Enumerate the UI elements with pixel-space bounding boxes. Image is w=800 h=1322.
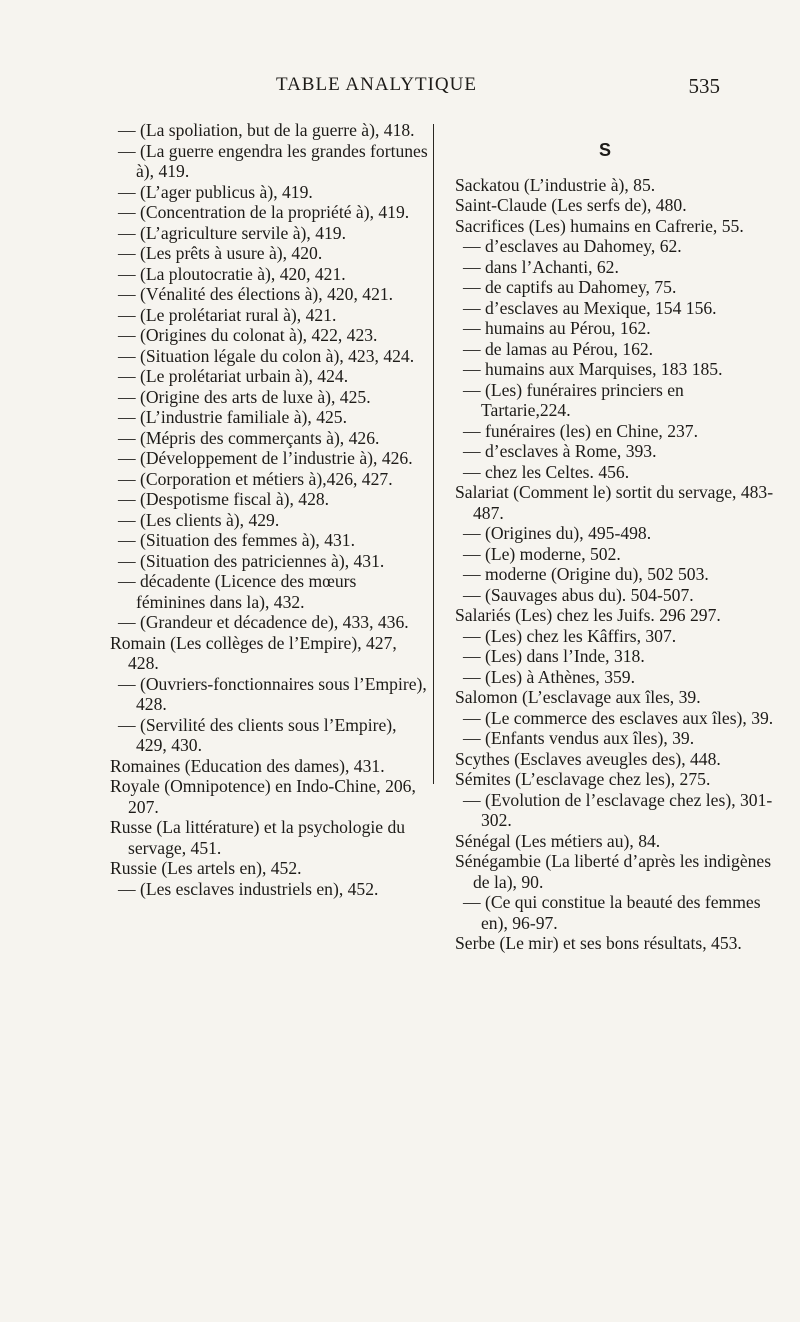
page-header	[96, 74, 720, 104]
index-entry: — (L’industrie familiale à), 425.	[118, 407, 347, 427]
index-entry: — (Les) dans l’Inde, 318.	[463, 646, 645, 666]
index-entry: — (Origines du), 495-498.	[463, 523, 652, 543]
index-entry: — (Grandeur et décadence de), 433, 436.	[118, 612, 409, 632]
index-entry: — humains au Pérou, 162.	[463, 318, 651, 338]
index-entry: Salariés (Les) chez les Juifs. 296 297.	[455, 605, 721, 625]
index-entry: — (La guerre engendra les grandes fortunes à), 419.	[118, 140, 428, 181]
index-entry: Russie (Les artels en), 452.	[110, 858, 302, 878]
index-entry: Salariat (Comment le) sortit du servage, 483-487.	[455, 482, 774, 523]
index-entry: — (Origines du colonat à), 422, 423.	[118, 325, 378, 345]
index-entry: — (Vénalité des élections à), 420, 421.	[118, 284, 394, 304]
index-entry: — (Situation des femmes à), 431.	[118, 530, 355, 550]
index-entry: — moderne (Origine du), 502 503.	[463, 564, 709, 584]
index-entry: — de captifs au Dahomey, 75.	[463, 277, 677, 297]
left-column	[110, 120, 430, 899]
index-entry: — (Sauvages abus du). 504-507.	[463, 584, 694, 605]
index-entry: — de lamas au Pérou, 162.	[463, 338, 654, 359]
index-entry: — d’esclaves au Dahomey, 62.	[463, 236, 682, 256]
index-entry: — (L’agriculture servile à), 419.	[118, 222, 346, 243]
index-entry: — dans l’Achanti, 62.	[463, 256, 619, 277]
index-entry: — (Ce qui constitue la beauté des femmes en), 96-97.	[463, 892, 761, 933]
column-divider	[433, 124, 434, 784]
index-entry: Royale (Omnipotence) en Indo-Chine, 206, 207.	[110, 776, 416, 817]
index-entry: — d’esclaves au Mexique, 154 156.	[463, 297, 717, 318]
index-entry: Scythes (Esclaves aveugles des), 448.	[455, 748, 721, 769]
index-entry: — (Le) moderne, 502.	[463, 543, 621, 564]
index-entry: — humains aux Marquises, 183 185.	[463, 359, 723, 379]
right-column	[455, 120, 775, 954]
index-entry: — funéraires (les) en Chine, 237.	[463, 420, 698, 441]
index-entry: — (Situation légale du colon à), 423, 424.	[118, 345, 415, 366]
index-entry: — (Le commerce des esclaves aux îles), 39.	[463, 707, 774, 728]
right-entries	[455, 175, 775, 954]
index-entry: Sémites (L’esclavage chez les), 275.	[455, 769, 711, 789]
index-entry: — (Le prolétariat rural à), 421.	[118, 304, 337, 325]
index-entry: — décadente (Licence des mœurs féminines dans la), 432.	[118, 571, 357, 612]
index-entry: — (La spoliation, but de la guerre à), 418.	[118, 120, 415, 140]
running-title: TABLE ANALYTIQUE	[276, 74, 477, 95]
index-entry: — (Evolution de l’esclavage chez les), 301-302.	[463, 789, 773, 830]
index-entry: — (Corporation et métiers à),426, 427.	[118, 468, 393, 489]
index-entry: — (Despotisme fiscal à), 428.	[118, 489, 330, 509]
page-number: 535	[688, 74, 720, 98]
index-entry: — d’esclaves à Rome, 393.	[463, 441, 657, 461]
index-entry: — (Ouvriers-fonctionnaires sous l’Empire), 428.	[118, 673, 427, 714]
index-entry: Salomon (L’esclavage aux îles, 39.	[455, 687, 701, 707]
index-entry: — chez les Celtes. 456.	[463, 461, 630, 482]
index-entry: — (La ploutocratie à), 420, 421.	[118, 263, 346, 284]
index-entry: Serbe (Le mir) et ses bons résultats, 453.	[455, 933, 742, 953]
index-entry: — (Les) chez les Kâffirs, 307.	[463, 625, 677, 646]
index-entry: — (Mépris des commerçants à), 426.	[118, 427, 380, 448]
index-entry: — (Développement de l’industrie à), 426.	[118, 448, 413, 468]
index-entry: Romain (Les collèges de l’Empire), 427, 428.	[110, 632, 397, 673]
index-entry: — (Enfants vendus aux îles), 39.	[463, 728, 695, 748]
index-entry: Saint-Claude (Les serfs de), 480.	[455, 195, 687, 215]
index-entry: Sénégambie (La liberté d’après les indigènes de la), 90.	[455, 851, 772, 892]
index-entry: — (Les prêts à usure à), 420.	[118, 243, 323, 263]
index-entry: Russe (La littérature) et la psychologie du servage, 451.	[110, 817, 406, 858]
index-entry: — (Origine des arts de luxe à), 425.	[118, 386, 371, 407]
section-letter: S	[598, 140, 611, 160]
index-entry: Sackatou (L’industrie à), 85.	[455, 174, 656, 195]
index-entry: Sénégal (Les métiers au), 84.	[455, 830, 661, 851]
index-entry: — (Les clients à), 429.	[118, 509, 280, 530]
index-entry: — (Les esclaves industriels en), 452.	[118, 878, 379, 899]
index-entry: — (Concentration de la propriété à), 419.	[118, 202, 410, 222]
index-entry: — (Les) funéraires princiers en Tartarie,224.	[463, 379, 684, 420]
index-entry: — (Le prolétariat urbain à), 424.	[118, 366, 349, 386]
index-entry: — (Servilité des clients sous l’Empire), 429, 430.	[118, 714, 397, 755]
index-entry: — (L’ager publicus à), 419.	[118, 181, 313, 202]
index-entry: Sacrifices (Les) humains en Cafrerie, 55.	[455, 215, 744, 236]
index-entry: — (Les) à Athènes, 359.	[463, 666, 635, 687]
index-entry: Romaines (Education des dames), 431.	[110, 755, 385, 776]
index-entry: — (Situation des patriciennes à), 431.	[118, 550, 385, 571]
